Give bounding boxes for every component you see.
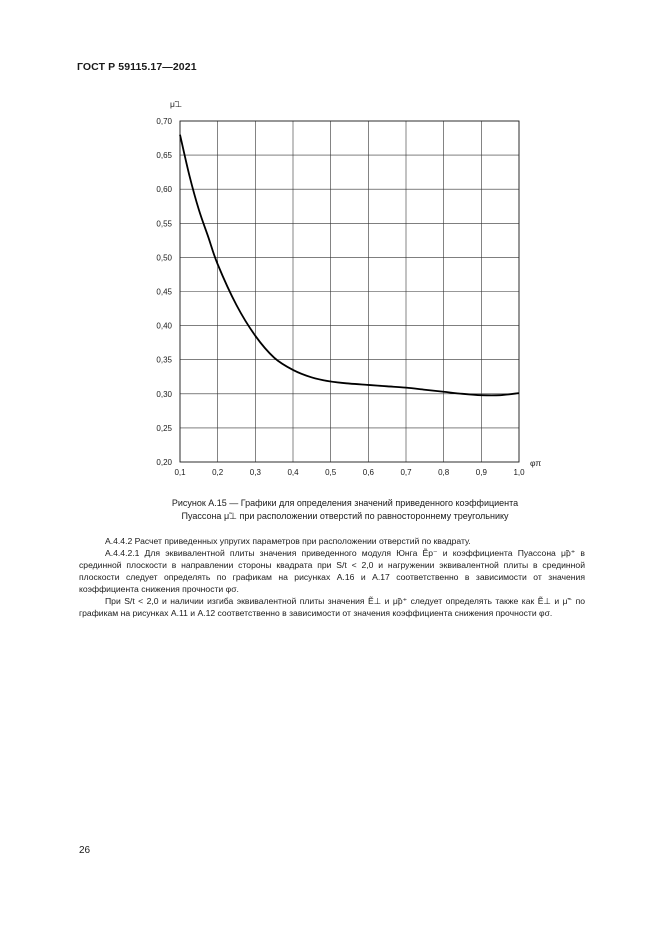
x-tick-label: 0,1: [174, 468, 186, 477]
y-tick-labels: [156, 117, 172, 467]
x-tick-label: 0,2: [212, 468, 224, 477]
x-tick-label: 0,8: [438, 468, 450, 477]
caption-line-2-b: при расположении отверстий по равностороннему треугольнику: [236, 511, 509, 521]
y-tick-label: 0,25: [156, 423, 172, 433]
y-tick-label: 0,50: [156, 253, 172, 263]
figure-caption: [100, 497, 590, 523]
y-tick-label: 0,45: [156, 287, 172, 297]
paragraph-a4-4-2-1: А.4.4.2.1 Для эквивалентной плиты значения приведенного модуля Юнга Ẽp⁻ и коэффициента Пуассона μ̃p⁺ в срединной плоскости в направлении стороны квадрата при S/t < 2,0 и нагружении эквивалентной плиты в срединной плоскости следует определять по графикам на рисунках А.16 и А.17 соответственно в зависимости от значения коэффициента снижения прочности φσ.: [79, 548, 585, 594]
y-tick-label: 0,65: [156, 151, 172, 161]
x-tick-label: 1,0: [513, 468, 525, 477]
caption-symbol: μ̃⊥: [223, 511, 237, 521]
x-axis-label: φπ: [530, 458, 542, 468]
x-tick-label: 0,7: [400, 468, 412, 477]
x-tick-label: 0,6: [362, 468, 374, 477]
y-tick-label: 0,60: [156, 185, 172, 195]
paragraph-a4-4-2: А.4.4.2 Расчет приведенных упругих параметров при расположении отверстий по квадрату.: [105, 536, 471, 546]
caption-line-1: Рисунок А.15 — Графики для определения значений приведенного коэффициента: [171, 498, 519, 508]
y-tick-label: 0,40: [156, 321, 172, 331]
series-line: [180, 135, 519, 396]
y-tick-label: 0,55: [156, 219, 172, 229]
page-number: 26: [79, 845, 91, 856]
x-tick-label: 0,9: [475, 468, 487, 477]
caption-line-2: [100, 510, 590, 523]
chart-series: [180, 135, 519, 396]
x-tick-label: 0,4: [287, 468, 299, 477]
body-text: [79, 535, 585, 619]
x-tick-labels: [174, 468, 525, 477]
document-header: ГОСТ Р 59115.17—2021: [77, 61, 197, 73]
x-tick-label: 0,5: [325, 468, 337, 477]
chart-grid: [180, 121, 519, 462]
x-tick-label: 0,3: [249, 468, 261, 477]
y-axis-label: μ̃⊥: [170, 99, 183, 109]
y-tick-label: 0,20: [156, 458, 172, 467]
paragraph-bending: При S/t < 2,0 и наличии изгиба эквивалентной плиты значения Ẽ⊥ и μ̃p⁺ следует определять также как Ẽ⊥ и μ̃⁻ по графикам на рисунках А.11 и А.12 соответственно в зависимости от значения коэффициента снижения прочности φσ.: [79, 596, 585, 618]
y-tick-label: 0,35: [156, 355, 172, 365]
y-tick-label: 0,70: [156, 117, 172, 126]
caption-line-2-a: Пуассона: [181, 511, 224, 521]
y-tick-label: 0,30: [156, 389, 172, 399]
